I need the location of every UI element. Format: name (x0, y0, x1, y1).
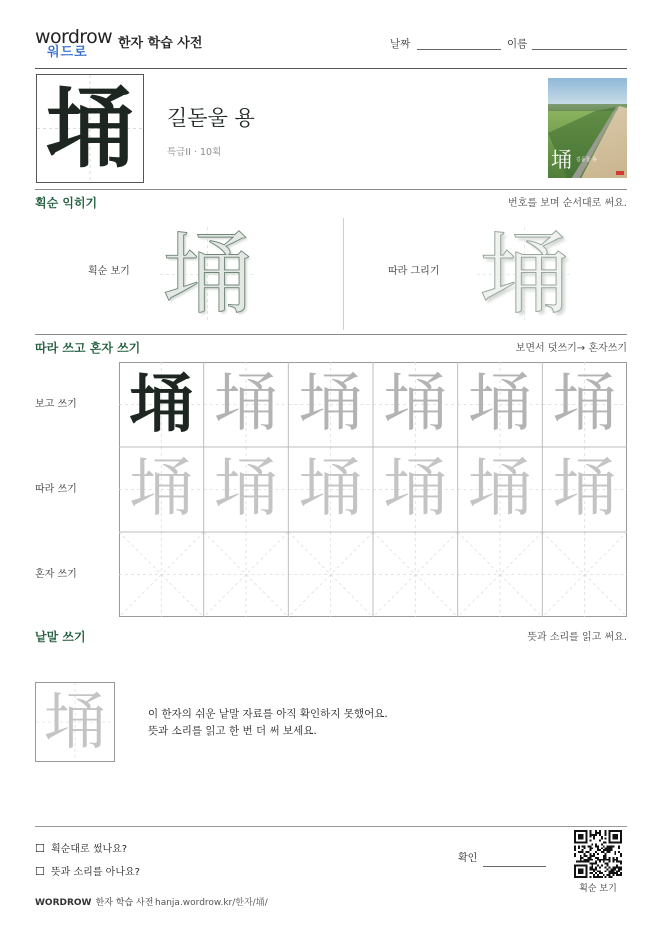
footer-url: hanja.wordrow.kr/한자/埇/ (155, 898, 268, 908)
logo-korean: 워드로 (47, 45, 88, 60)
row-label-trace: 따라 쓰기 (35, 484, 77, 495)
trace-character: 埇 (213, 452, 278, 526)
name-field[interactable] (532, 49, 627, 50)
model-character: 埇 (129, 367, 194, 442)
checklist-item-stroke-order[interactable] (35, 842, 127, 856)
practice-cell-trace (458, 447, 543, 532)
header-divider (35, 68, 627, 69)
practice-cell-trace (458, 362, 543, 447)
checkbox-icon[interactable]: ☐ (35, 865, 45, 878)
trace-character: 埇 (467, 452, 532, 526)
words-message-line-2: 뜻과 소리를 읽고 한 번 더 써 보세요. (148, 725, 317, 737)
practice-cell-trace (373, 447, 458, 532)
practice-cell-blank (458, 532, 543, 617)
practice-cell-blank (119, 532, 204, 617)
word-character: 埇 (43, 685, 106, 758)
stroke-order-character: 埇 (162, 222, 253, 327)
practice-cell-blank (204, 532, 289, 617)
illustration-character: 埇 (551, 148, 572, 172)
trace-character: 埇 (552, 367, 617, 441)
hero-character-box (36, 74, 144, 183)
practice-cell-trace (288, 362, 373, 447)
hero-character: 埇 (45, 76, 134, 180)
stroke-section-divider (35, 334, 627, 335)
brand-name: WORDROW (35, 898, 92, 908)
practice-cell-blank (373, 532, 458, 617)
trace-character: 埇 (383, 452, 448, 526)
qr-code-icon (574, 830, 622, 878)
footer-brand (35, 898, 153, 909)
practice-cell-trace (288, 447, 373, 532)
meaning-reading: 길돋울 용 (167, 106, 255, 130)
practice-cell-trace (542, 447, 627, 532)
stroke-order-heading: 획순 익히기 (35, 196, 98, 210)
practice-cell-trace (119, 447, 204, 532)
hero-divider (35, 189, 627, 190)
brand-title: 한자 학습 사전 (95, 898, 154, 908)
practice-cell-blank (542, 532, 627, 617)
trace-character: 埇 (213, 367, 278, 441)
name-label: 이름 (507, 38, 528, 50)
checklist-label: 획순대로 썼나요? (51, 844, 128, 855)
confirm-signature-field[interactable] (483, 866, 546, 867)
words-heading: 낱말 쓰기 (35, 630, 86, 644)
trace-character: 埇 (298, 367, 363, 441)
checklist-item-meaning[interactable] (35, 865, 140, 879)
practice-hint: 보면서 덧쓰기→ 혼자쓰기 (515, 343, 627, 354)
practice-grid (119, 362, 627, 617)
stroke-trace-label: 따라 그리기 (388, 266, 440, 277)
trace-character: 埇 (383, 367, 448, 441)
stroke-view-label: 획순 보기 (88, 266, 130, 277)
practice-cell-trace (373, 362, 458, 447)
practice-cells (119, 362, 627, 617)
stroke-trace-box (472, 222, 577, 327)
trace-character: 埇 (552, 452, 617, 526)
stroke-divider (343, 218, 344, 330)
trace-character: 埇 (129, 452, 194, 526)
illustration-caption: 길돋울 용 (576, 157, 597, 163)
logo-wordmark: wordrow (35, 26, 113, 48)
app-title: 한자 학습 사전 (118, 36, 203, 51)
date-field[interactable] (417, 49, 501, 50)
date-label: 날짜 (390, 38, 411, 50)
row-label-look: 보고 쓰기 (35, 399, 77, 410)
grade-stroke-count: 특급II · 10획 (167, 147, 222, 158)
trace-outline-character: 埇 (479, 222, 570, 327)
confirm-label: 확인 (458, 853, 478, 864)
footer-divider (35, 826, 627, 827)
practice-cell-trace (204, 447, 289, 532)
practice-cell-model (119, 362, 204, 447)
word-character-box (35, 682, 115, 762)
words-message-line-1: 이 한자의 쉬운 낱말 자료를 아직 확인하지 못했어요. (148, 708, 388, 720)
words-hint: 뜻과 소리를 읽고 써요. (527, 632, 627, 643)
hanja-illustration (548, 78, 627, 178)
illustration-badge (616, 171, 624, 175)
checklist-label: 뜻과 소리를 아나요? (51, 867, 140, 878)
practice-heading: 따라 쓰고 혼자 쓰기 (35, 341, 141, 355)
stroke-order-hint: 번호를 보며 순서대로 써요. (508, 198, 627, 209)
practice-cell-trace (542, 362, 627, 447)
practice-cell-blank (288, 532, 373, 617)
qr-caption: 획순 보기 (579, 884, 617, 894)
trace-character: 埇 (298, 452, 363, 526)
row-label-alone: 혼자 쓰기 (35, 569, 77, 580)
practice-cell-trace (204, 362, 289, 447)
stroke-view-box (155, 222, 260, 327)
trace-character: 埇 (467, 367, 532, 441)
checkbox-icon[interactable]: ☐ (35, 842, 45, 855)
